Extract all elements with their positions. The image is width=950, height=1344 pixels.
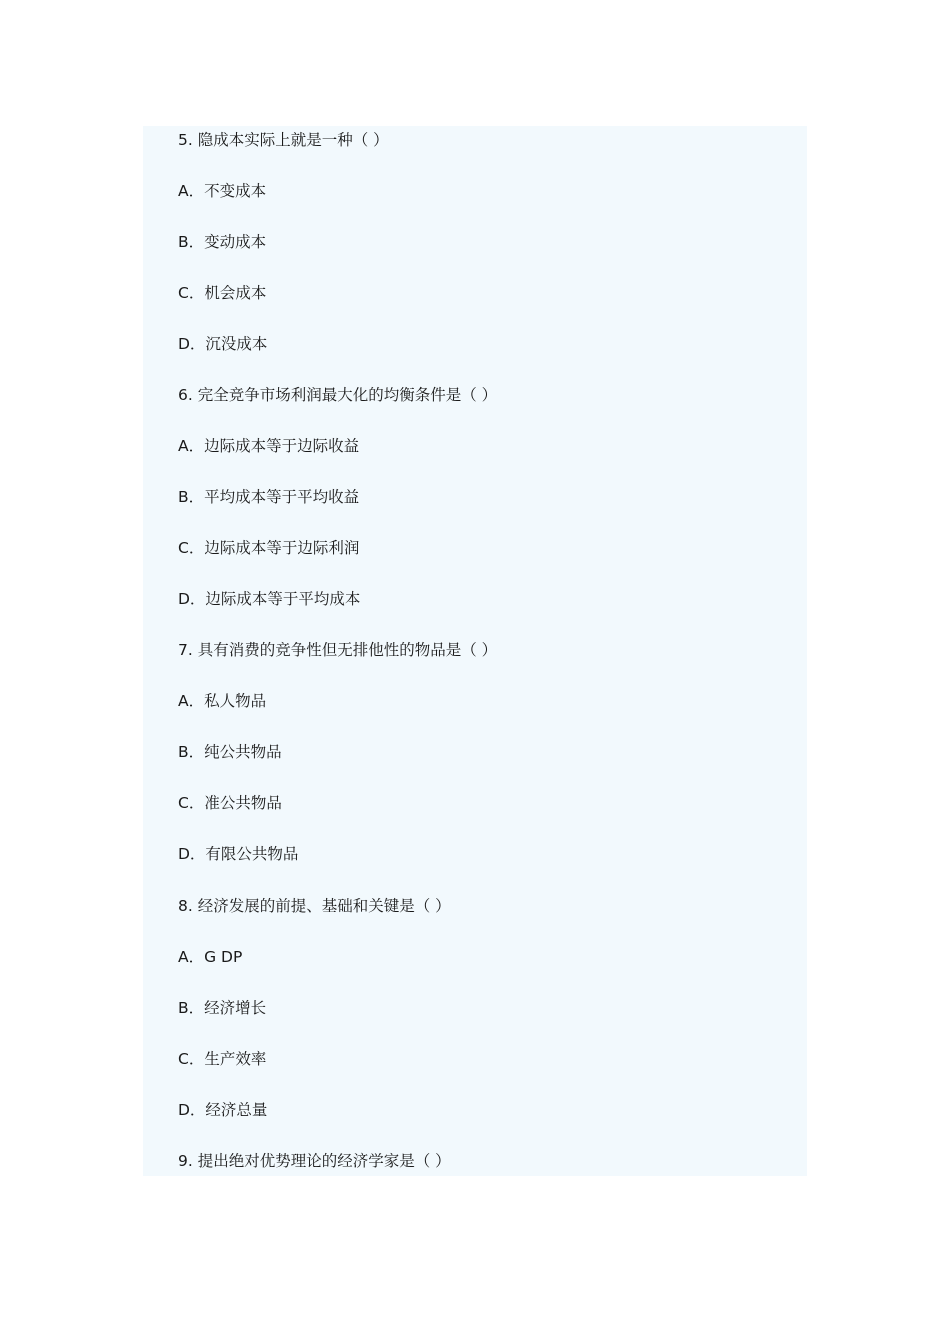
question-9: 9. 提出绝对优势理论的经济学家是（ ）	[178, 1152, 451, 1170]
question-5-option-c: C．机会成本	[178, 284, 267, 302]
question-6-option-d: D．边际成本等于平均成本	[178, 590, 361, 608]
question-6-option-b: B．平均成本等于平均收益	[178, 488, 360, 506]
question-8-option-c: C．生产效率	[178, 1050, 267, 1068]
question-8-option-b: B．经济增长	[178, 999, 267, 1017]
question-7-option-a: A．私人物品	[178, 692, 267, 710]
question-7-option-c: C．准公共物品	[178, 794, 282, 812]
question-5: 5. 隐成本实际上就是一种（ ）	[178, 131, 389, 149]
question-8-option-d: D．经济总量	[178, 1101, 268, 1119]
question-7-option-d: D．有限公共物品	[178, 845, 299, 863]
question-8-option-a: A．G DP	[178, 948, 243, 966]
question-5-option-d: D．沉没成本	[178, 335, 268, 353]
question-7: 7. 具有消费的竞争性但无排他性的物品是（ ）	[178, 641, 498, 659]
question-7-option-b: B．纯公共物品	[178, 743, 282, 761]
question-8: 8. 经济发展的前提、基础和关键是（ ）	[178, 897, 451, 915]
question-6: 6. 完全竞争市场利润最大化的均衡条件是（ ）	[178, 386, 498, 404]
question-5-option-b: B．变动成本	[178, 233, 267, 251]
question-5-option-a: A．不变成本	[178, 182, 267, 200]
question-6-option-a: A．边际成本等于边际收益	[178, 437, 360, 455]
question-6-option-c: C．边际成本等于边际利润	[178, 539, 360, 557]
